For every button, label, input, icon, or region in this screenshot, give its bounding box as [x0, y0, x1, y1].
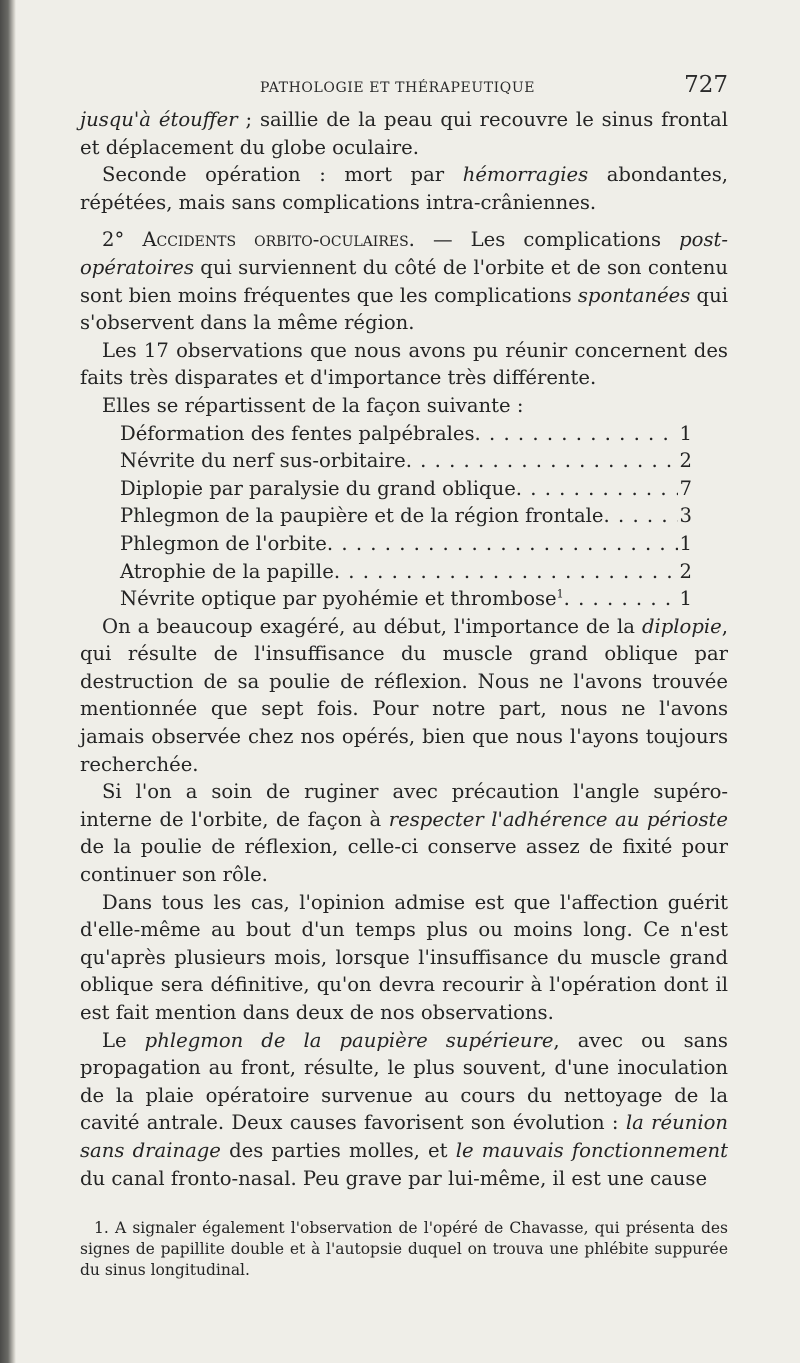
- text-run: qui surviennent du côté de l'orbite et de son contenu sont bien moins fréquentes que les complications: [80, 255, 728, 307]
- list-item-count: 2: [679, 449, 692, 473]
- list-item-count: 1: [679, 531, 692, 555]
- paragraph: [80, 161, 728, 216]
- text-run: qui s'observent dans la même région.: [80, 283, 728, 335]
- leader-dots: [604, 502, 678, 530]
- leader-dots: [475, 420, 678, 448]
- footnote: [80, 1218, 728, 1281]
- running-head: [80, 70, 728, 106]
- list-item: [120, 447, 692, 475]
- text-run: de la poulie de réflexion, celle-ci conserve assez de fixité pour continuer son rôle.: [80, 835, 728, 887]
- italic-phrase: respecter l'adhérence au périoste: [388, 807, 728, 831]
- paragraph: [80, 1027, 728, 1193]
- list-item: [120, 558, 692, 586]
- italic-phrase: post-opératoires: [80, 228, 728, 279]
- italic-phrase: phlegmon de la paupière supérieure: [144, 1028, 554, 1052]
- paragraph: Elles se répartissent de la façon suivante :: [102, 393, 524, 417]
- list-item-label: Diplopie par paralysie du grand oblique: [120, 476, 516, 500]
- text-run: Le: [102, 1028, 145, 1052]
- page-binding-edge: [0, 0, 16, 1363]
- text-run: du canal fronto-nasal. Peu grave par lui-même, il est une cause: [80, 1166, 708, 1190]
- list-item-count: 3: [679, 504, 692, 528]
- list-item: [120, 585, 692, 613]
- section-number: 2°: [102, 228, 143, 252]
- list-item: [120, 502, 692, 530]
- list-item-label: Déformation des fentes palpébrales: [120, 421, 475, 445]
- text-run: abondantes, répétées, mais sans complications intra-crâniennes.: [80, 163, 728, 214]
- paragraph: [80, 106, 728, 161]
- list-item: [120, 475, 692, 503]
- list-item-count: 1: [679, 421, 692, 445]
- italic-phrase: spontanées: [577, 283, 691, 307]
- italic-phrase: hémorragies: [462, 163, 589, 187]
- text-run: Si l'on a soin de ruginer avec précaution l'angle supéro-interne de l'orbite, de façon à: [80, 780, 728, 831]
- section-heading: Accidents orbito-oculaires.: [142, 228, 415, 252]
- list-item-label: Phlegmon de l'orbite: [120, 531, 327, 555]
- italic-phrase: la réunion sans drainage: [80, 1111, 728, 1162]
- footnote-number: 1.: [94, 1219, 109, 1238]
- section-paragraph: [80, 226, 728, 336]
- italic-phrase: le mauvais fonctionnement: [455, 1138, 729, 1162]
- leader-dots: [516, 475, 678, 503]
- text-run: — Les complications: [414, 228, 680, 252]
- list-item-count: 1: [679, 587, 692, 611]
- list-item: [120, 530, 692, 558]
- footnote-marker: 1: [556, 587, 564, 601]
- text-run: ; saillie de la peau qui recouvre le sinus frontal et déplacement du globe oculaire.: [80, 108, 729, 159]
- running-head-title: PATHOLOGIE ET THÉRAPEUTIQUE: [260, 80, 536, 96]
- italic-phrase: diplopie: [641, 614, 722, 638]
- italic-phrase: jusqu'à étouffer: [80, 108, 238, 131]
- paragraph: [80, 613, 728, 779]
- list-item-label: Atrophie de la papille: [120, 559, 334, 583]
- list-item-label: Phlegmon de la paupière et de la région frontale: [120, 504, 604, 528]
- leader-dots: [406, 447, 678, 475]
- paragraph: Dans tous les cas, l'opinion admise est que l'affection guérit d'elle-même au bout d'un temps plus ou moins long. Ce n'est qu'après plusieurs mois, lorsque l'insuffisance du muscle grand oblique sera définitive, qu'on devra recourir à l'opération dont il est fait mention dans deux de nos observations.: [80, 890, 728, 1024]
- list-item-count: 2: [679, 559, 692, 583]
- footnote-text: A signaler également l'observation de l'opéré de Chavasse, qui présenta des signes de papillite double et à l'autopsie duquel on trouva une phlébite suppurée du sinus longitudinal.: [80, 1219, 728, 1280]
- leader-dots: [327, 530, 678, 558]
- list-item-label: [120, 585, 564, 613]
- paragraph: [80, 778, 728, 888]
- book-page: [80, 70, 728, 1281]
- paragraph: Les 17 observations que nous avons pu réunir concernent des faits très disparates et d'importance très différente.: [80, 338, 728, 390]
- text-run: , qui résulte de l'insuffisance du muscle grand oblique par destruction de sa poulie de réflexion. Nous ne l'avons trouvée mentionnée que sept fois. Pour notre part, nous ne l'avons jamais observée chez nos opérés, bien que nous l'ayons toujours recherchée.: [80, 614, 728, 776]
- text-run: , avec ou sans propagation au front, résulte, le plus souvent, d'une inoculation de la plaie opératoire survenue au cours du nettoyage de la cavité antrale. Deux causes favorisent son évolution :: [80, 1028, 728, 1135]
- text-run: On a beaucoup exagéré, au début, l'importance de la: [102, 614, 642, 638]
- leader-dots: [564, 585, 678, 613]
- page-number: 727: [684, 72, 728, 98]
- list-item-text: Névrite optique par pyohémie et thrombose: [120, 587, 557, 611]
- list-item-count: 7: [679, 476, 692, 500]
- text-run: des parties molles, et: [220, 1138, 456, 1162]
- list-item-label: Névrite du nerf sus-orbitaire: [120, 449, 406, 473]
- body-text: [80, 106, 728, 1192]
- list-item: [120, 420, 692, 448]
- complications-list: [80, 420, 728, 613]
- leader-dots: [334, 558, 678, 586]
- text-run: Seconde opération : mort par: [102, 163, 463, 187]
